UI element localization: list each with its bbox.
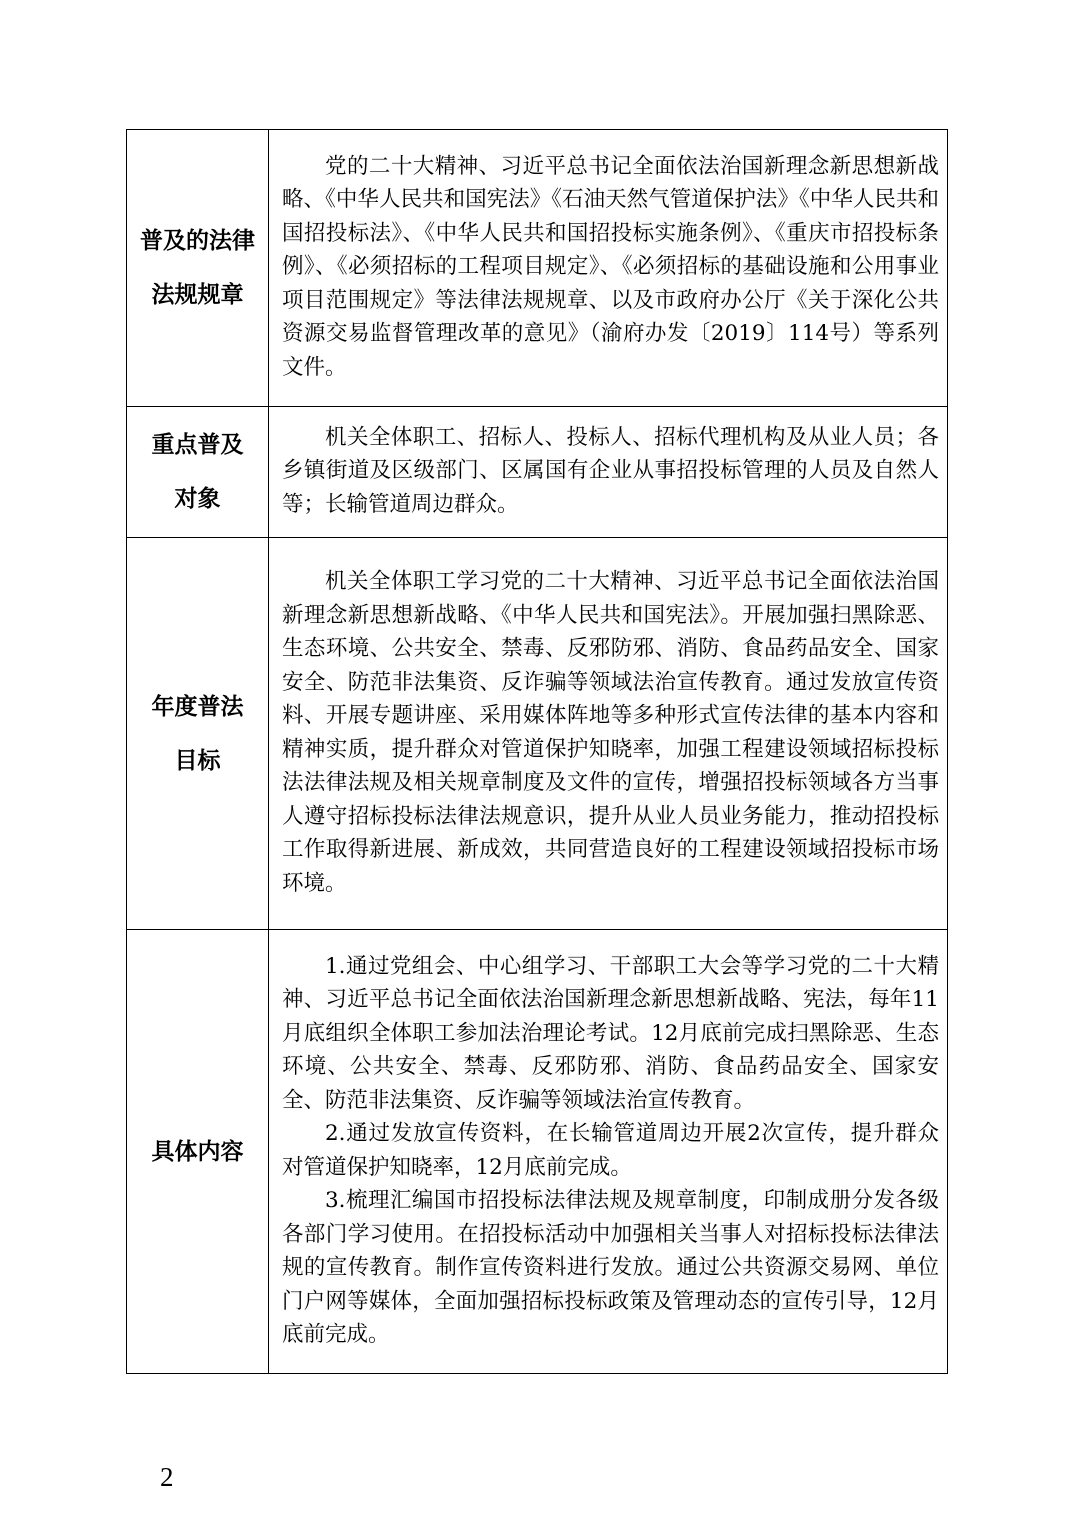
row-label-line: 对象	[174, 486, 221, 512]
row-label-line: 目标	[174, 747, 221, 774]
row-label-line: 年度普法	[151, 693, 244, 720]
row-label-line: 法规规章	[151, 282, 244, 308]
table-row	[127, 407, 948, 538]
row-label-line: 重点普及	[151, 432, 244, 458]
content-paragraph: 3.梳理汇编国市招投标法律法规及规章制度，印制成册分发各级各部门学习使用。在招投标活动中加强相关当事人对招标投标法律法规的宣传教育。制作宣传资料进行发放。通过公共资源交易网、单位门户网等媒体，全面加强招标投标政策及管理动态的宣传引导，12月底前完成。	[282, 1188, 939, 1347]
row-label-line: 普及的法律	[140, 228, 255, 254]
row-content	[269, 538, 948, 930]
row-label	[127, 538, 269, 930]
content-paragraph: 党的二十大精神、习近平总书记全面依法治国新理念新思想新战略、《中华人民共和国宪法》《石油天然气管道保护法》《中华人民共和国招投标法》、《中华人民共和国招投标实施条例》、《重庆市招投标条例》、《必须招标的工程项目规定》、《必须招标的基础设施和公用事业项目范围规定》等法律法规规章、以及市政府办公厅《关于深化公共资源交易监督管理改革的意见》（渝府办发〔2019〕114号）等系列文件。	[282, 153, 939, 380]
table-row	[127, 130, 948, 407]
row-label	[127, 130, 269, 407]
plan-table	[126, 129, 948, 1374]
row-content	[269, 130, 948, 407]
row-label-line: 具体内容	[151, 1138, 244, 1165]
row-label	[127, 930, 269, 1374]
table-row	[127, 538, 948, 930]
content-paragraph: 2.通过发放宣传资料，在长输管道周边开展2次宣传，提升群众对管道保护知晓率，12月底前完成。	[282, 1121, 939, 1180]
table-row	[127, 930, 948, 1374]
content-paragraph: 1.通过党组会、中心组学习、干部职工大会等学习党的二十大精神、习近平总书记全面依法治国新理念新思想新战略、宪法，每年11月底组织全体职工参加法治理论考试。12月底前完成扫黑除恶、生态环境、公共安全、禁毒、反邪防邪、消防、食品药品安全、国家安全、防范非法集资、反诈骗等领域法治宣传教育。	[282, 953, 939, 1113]
row-content	[269, 930, 948, 1374]
page-number: 2	[160, 1462, 174, 1492]
row-content	[269, 407, 948, 538]
row-label	[127, 407, 269, 538]
content-paragraph: 机关全体职工学习党的二十大精神、习近平总书记全面依法治国新理念新思想新战略、《中华人民共和国宪法》。开展加强扫黑除恶、生态环境、公共安全、禁毒、反邪防邪、消防、食品药品安全、国家安全、防范非法集资、反诈骗等领域法治宣传教育。通过发放宣传资料、开展专题讲座、采用媒体阵地等多种形式宣传法律的基本内容和精神实质，提升群众对管道保护知晓率，加强工程建设领域招标投标法法律法规及相关规章制度及文件的宣传，增强招投标领域各方当事人遵守招标投标法律法规意识，提升从业人员业务能力，推动招投标工作取得新进展、新成效，共同营造良好的工程建设领域招投标市场环境。	[282, 569, 939, 896]
content-paragraph: 机关全体职工、招标人、投标人、招标代理机构及从业人员；各乡镇街道及区级部门、区属国有企业从事招投标管理的人员及自然人等；长输管道周边群众。	[282, 424, 939, 517]
